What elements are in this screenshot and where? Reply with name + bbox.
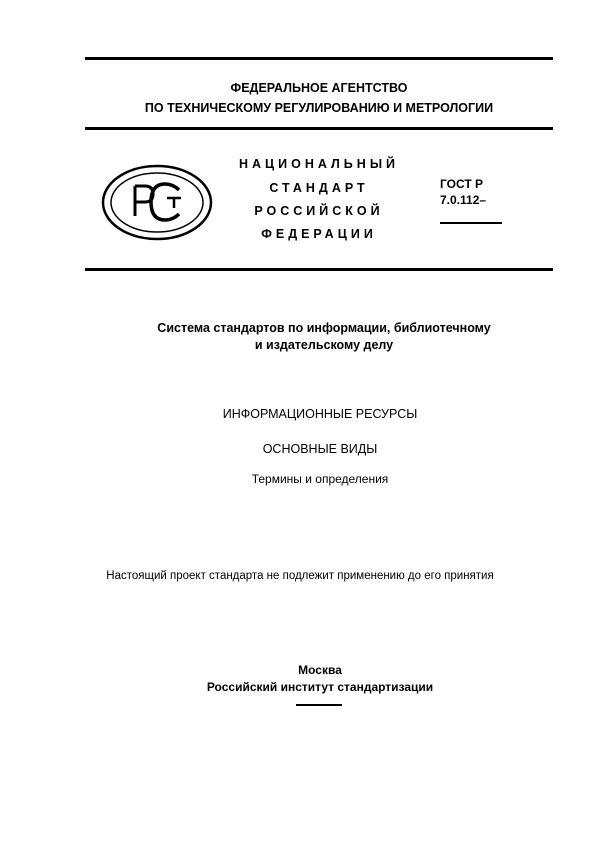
gost-designation xyxy=(440,176,486,208)
national-standard-line-2: СТАНДАРТ xyxy=(269,181,369,195)
national-standard-line-3: РОССИЙСКОЙ xyxy=(254,204,384,218)
national-standard-line-4: ФЕДЕРАЦИИ xyxy=(261,227,377,241)
national-standard-line-1: НАЦИОНАЛЬНЫЙ xyxy=(238,157,400,171)
system-line-2: и издательскому делу xyxy=(254,338,394,352)
gost-line-1: ГОСТ Р xyxy=(440,177,484,191)
document-kind: Термины и определения xyxy=(251,472,389,486)
footer-underline xyxy=(296,704,342,706)
rst-logo-icon xyxy=(101,164,213,241)
header-rule-top xyxy=(85,57,553,60)
system-line-1: Система стандартов по информации, библиотечному xyxy=(157,321,491,335)
agency-line-1: ФЕДЕРАЛЬНОЕ АГЕНТСТВО xyxy=(230,81,408,95)
gost-line-2: 7.0.112– xyxy=(440,193,487,207)
agency-line-2: ПО ТЕХНИЧЕСКОМУ РЕГУЛИРОВАНИЮ И МЕТРОЛОГИИ xyxy=(144,101,494,115)
header-rule-middle xyxy=(85,127,553,130)
document-title: ИНФОРМАЦИОННЫЕ РЕСУРСЫ xyxy=(222,407,418,421)
header-rule-bottom xyxy=(85,268,553,271)
publisher-city: Москва xyxy=(298,663,342,677)
draft-notice: Настоящий проект стандарта не подлежит применению до его принятия xyxy=(106,570,494,582)
publisher-name: Российский институт стандартизации xyxy=(206,680,434,694)
document-subtitle: ОСНОВНЫЕ ВИДЫ xyxy=(262,442,378,456)
gost-number-underline xyxy=(440,222,502,224)
